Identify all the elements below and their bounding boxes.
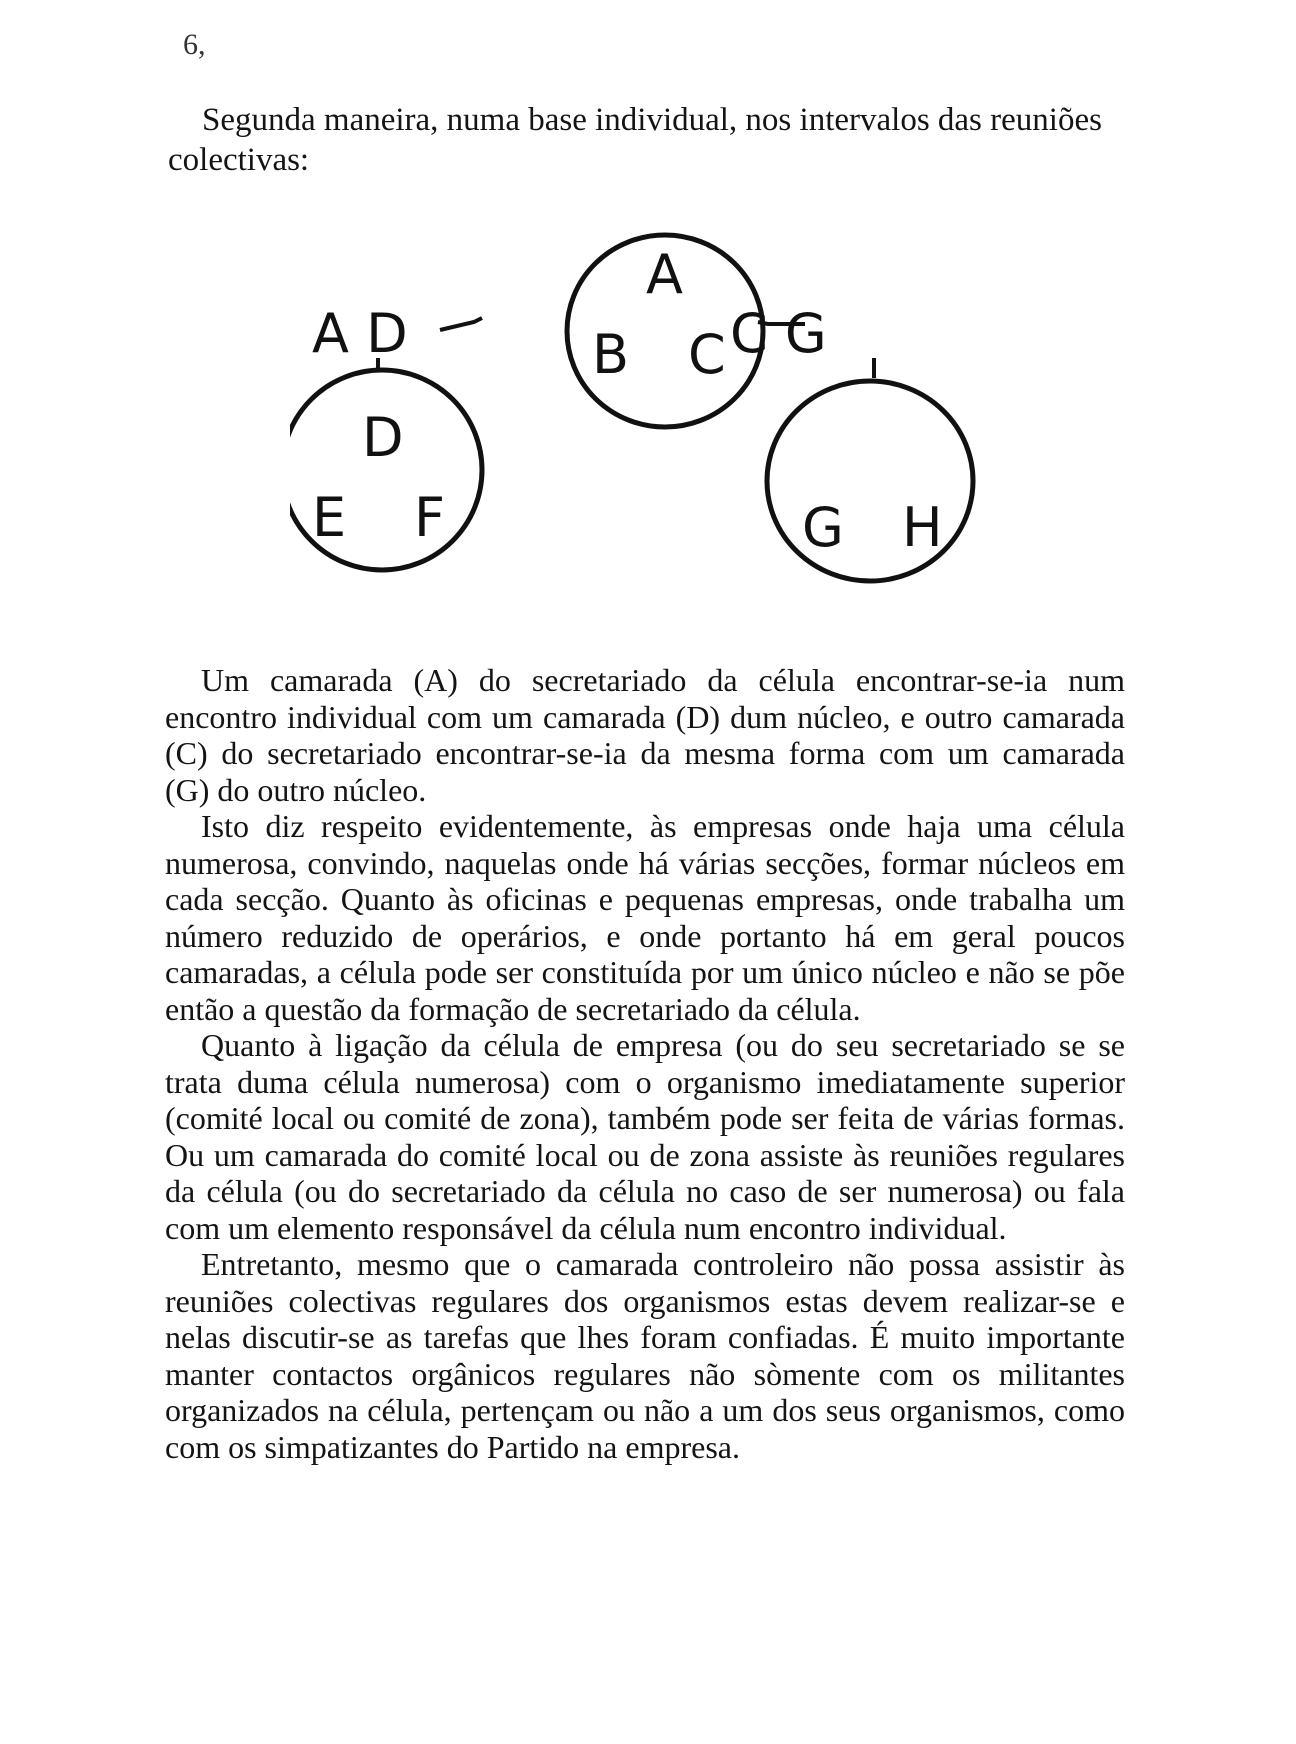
paragraph: Isto diz respeito evidentemente, às empresas onde haja uma célula numerosa, convindo, naquelas onde há várias secções, formar núcleos em cada secção. Quanto às oficinas e pequenas empresas, onde trabalha um número reduzido de operários, e onde portanto há em geral poucos camaradas, a célula pode ser constituída por um único núcleo e não se põe então a questão da formação de secretariado da célula. — [165, 808, 1125, 1027]
paragraph: Um camarada (A) do secretariado da célula encontrar-se-ia num encontro individual com um camarada (D) dum núcleo, e outro camarada (C) do secretariado encontrar-se-ia da mesma forma com um camarada (G) do outro núcleo. — [165, 662, 1125, 808]
link-label-ad: A D — [312, 302, 408, 365]
circle-letter-c: C — [688, 323, 726, 386]
circle-letter-g: G — [802, 496, 844, 559]
page-number: 6, — [183, 28, 206, 61]
circle-letter-a: A — [646, 243, 683, 306]
circle-letter-b: B — [592, 323, 630, 386]
paragraph: Entretanto, mesmo que o camarada controleiro não possa assistir às reuniões colectivas regulares dos organismos estas devem realizar-se e nelas discutir-se as tarefas que lhes foram confiadas. É muito importante manter contactos orgânicos regulares não sòmente com os militantes organizados na célula, pertençam ou não a um dos seus organismos, como com os simpatizantes do Partido na empresa. — [165, 1246, 1125, 1465]
circle-letter-h: H — [902, 496, 943, 559]
body-text — [165, 662, 1125, 1465]
circle-letter-d: D — [362, 406, 404, 469]
link-line-d-to-secretariat — [440, 318, 482, 330]
circle-letter-e: E — [312, 486, 347, 549]
link-line-secretariat-to-c — [758, 322, 805, 324]
cell-diagram — [290, 218, 1010, 658]
circle-letter-f: F — [414, 486, 446, 549]
paragraph: Quanto à ligação da célula de empresa (ou do seu secretariado se se trata duma célula numerosa) com o organismo imediatamente superior (comité local ou comité de zona), também pode ser feita de várias formas. Ou um camarada do comité local ou de zona assiste às reuniões regulares da célula (ou do secretariado da célula no caso de ser numerosa) ou fala com um elemento responsável da célula num encontro individual. — [165, 1027, 1125, 1246]
link-label-cg: C G — [730, 302, 827, 365]
intro-text: Segunda maneira, numa base individual, nos intervalos das reuniões colectivas: — [168, 102, 1102, 178]
